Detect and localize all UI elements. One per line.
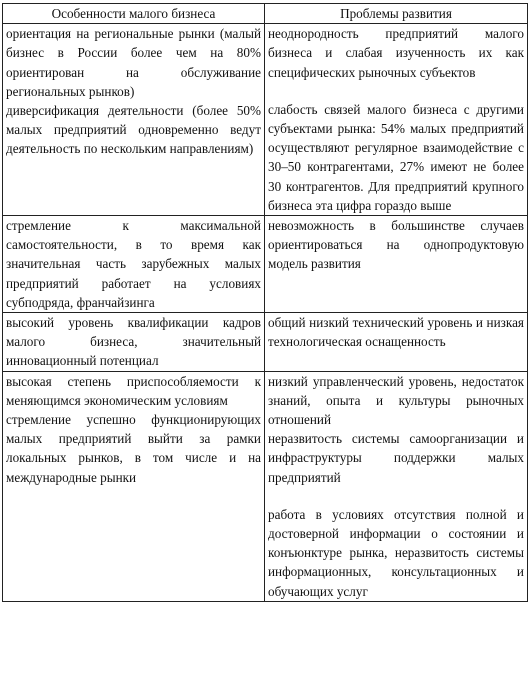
problem-text: неоднородность предприятий малого бизнеса и слабая изученность их как специфических рыночных субъектов xyxy=(268,26,524,80)
features-cell xyxy=(3,24,265,216)
feature-text: диверсификация деятельности (более 50% малых предприятий одновременно ведут деятельность по нескольким направлениям) xyxy=(6,103,261,157)
features-cell xyxy=(3,371,265,601)
header-row xyxy=(3,4,528,24)
table-row xyxy=(3,313,528,372)
table-row xyxy=(3,24,528,216)
problem-text: невозможность в большинстве случаев ориентироваться на однопродуктовую модель развития xyxy=(268,218,524,272)
feature-text: стремление к максимальной самостоятельности, в то время как значительная часть зарубежных малых предприятий работает на условиях субподряда, франчайзинга xyxy=(6,218,261,310)
column-header-features: Особенности малого бизнеса xyxy=(3,4,265,24)
feature-text: высокая степень приспособляемости к меняющимся экономическим условиям xyxy=(6,373,261,408)
table-row xyxy=(3,216,528,313)
problem-text: работа в условиях отсутствия полной и достоверной информации о состоянии и конъюнктуре рынка, неразвитость системы информационных, консультационных и обучающих услуг xyxy=(268,506,524,599)
problems-cell xyxy=(265,24,528,216)
feature-text: ориентация на региональные рынки (малый бизнес в России более чем на 80% ориентирован на обслуживание региональных рынков) xyxy=(6,26,261,99)
problem-text: слабость связей малого бизнеса с другими субъектами рынка: 54% малых предприятий осуществляют регулярное взаимодействие с 30–50 контрагентами, 27% имеют не более 30 контрагентов. Для предприятий крупного бизнеса эта цифра гораздо выше xyxy=(268,101,524,213)
column-header-problems: Проблемы развития xyxy=(265,4,528,24)
features-cell xyxy=(3,216,265,313)
problems-cell xyxy=(265,216,528,313)
problems-cell xyxy=(265,313,528,372)
problem-text: неразвитость системы самоорганизации и инфраструктуры поддержки малых предприятий xyxy=(268,431,524,485)
problem-text: общий низкий технический уровень и низкая технологическая оснащенность xyxy=(268,315,524,350)
feature-text: стремление успешно функционирующих малых предприятий выйти за рамки локальных рынков, в том числе и на международные рынки xyxy=(6,412,261,485)
problems-cell xyxy=(265,371,528,601)
feature-text: высокий уровень квалификации кадров малого бизнеса, значительный инновационный потенциал xyxy=(6,315,261,369)
problem-text: низкий управленческий уровень, недостаток знаний, опыта и культуры рыночных отношений xyxy=(268,373,524,428)
features-cell xyxy=(3,313,265,372)
table-row xyxy=(3,371,528,601)
comparison-table xyxy=(2,3,528,602)
